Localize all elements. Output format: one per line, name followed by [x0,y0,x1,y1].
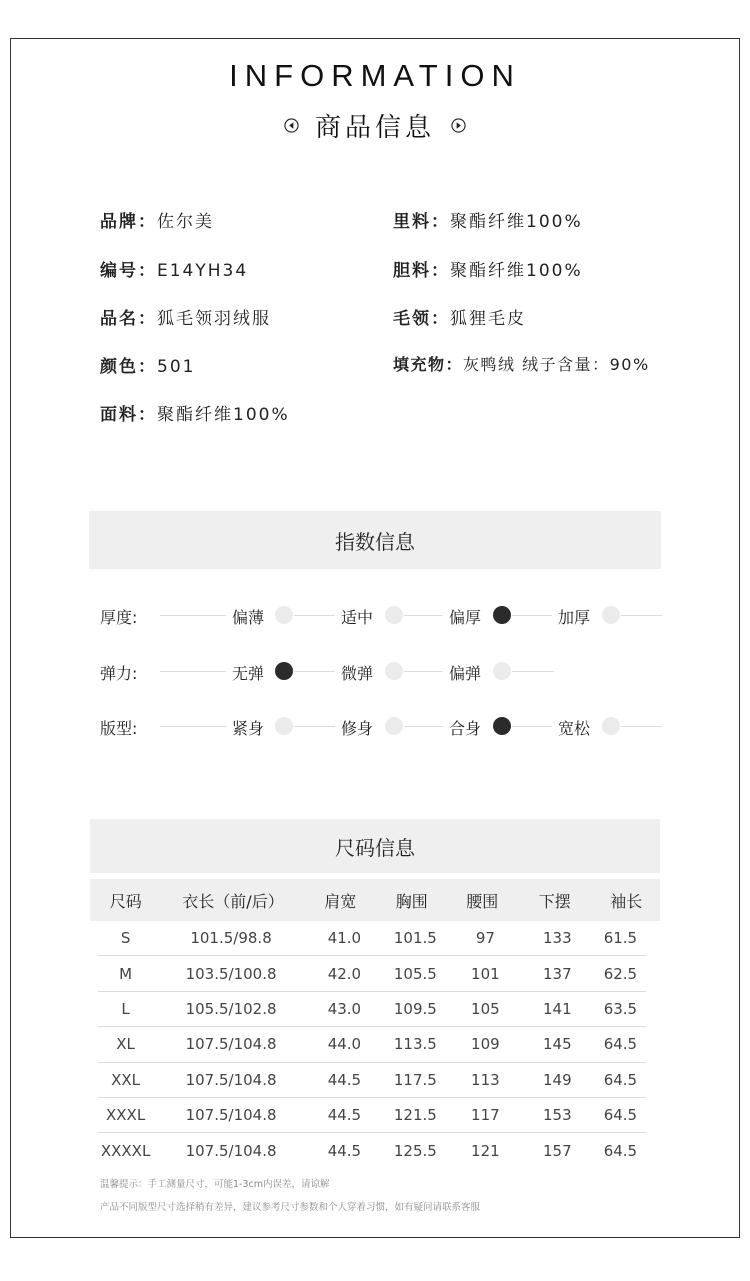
cell-sleeve: 62.5 [603,964,638,983]
spec-fabric-value: 聚酯纤维100% [157,405,290,425]
index-option-label: 加厚 [558,608,591,627]
table-row [98,992,646,1027]
index-row-label: 版型: [100,719,138,738]
index-option-label: 宽松 [558,719,591,738]
cell-length: 107.5/104.8 [185,1070,277,1089]
cell-hem: 157 [542,1142,572,1161]
cell-size: M [119,964,133,983]
spec-code [100,256,248,281]
cell-hem: 133 [542,929,572,948]
index-option-label: 偏薄 [232,608,265,627]
index-section-header [89,511,661,569]
cell-sleeve: 64.5 [603,1070,638,1089]
size-table-body [90,921,660,1169]
cell-hem: 137 [542,964,572,983]
cell-sleeve: 64.5 [603,1035,638,1054]
index-dot-selected [493,606,511,624]
index-option-label: 修身 [341,719,374,738]
index-row-label: 弹力: [100,664,138,683]
spec-collar-label: 毛领： [393,309,450,329]
spec-fabric-label: 面料： [100,405,157,425]
size-table-header [90,879,660,921]
index-row-label: 厚度: [100,608,138,627]
cell-hem: 145 [542,1035,572,1054]
spec-name-value: 狐毛领羽绒服 [157,309,271,329]
cell-shoulder: 44.0 [327,1035,362,1054]
cell-hem: 141 [542,999,572,1018]
cell-chest: 105.5 [393,964,437,983]
cell-shoulder: 41.0 [327,929,362,948]
index-dot-selected [493,717,511,735]
cell-chest: 125.5 [393,1142,437,1161]
index-option-label: 偏弹 [449,664,482,683]
header-size: 尺码 [109,891,142,911]
note-fit: 产品不同版型尺寸选择稍有差异，建议参考尺寸参数和个人穿着习惯，如有疑问请联系客服 [100,1202,481,1213]
index-dot [493,662,511,680]
index-dot [385,662,403,680]
header-hem: 下摆 [538,891,571,911]
spec-brand [100,207,214,232]
spec-collar [393,304,526,329]
cell-sleeve: 64.5 [603,1142,638,1161]
index-dot [275,606,293,624]
index-option-label: 偏厚 [449,608,482,627]
index-option-label: 微弹 [341,664,374,683]
header-waist: 腰围 [466,891,499,911]
cell-size: XXXXL [100,1142,151,1161]
title-chinese: 商品信息 [314,112,435,143]
cell-waist: 109 [471,1035,500,1054]
table-row [98,1133,646,1168]
cell-size: XXXL [106,1106,146,1125]
index-option-label: 无弹 [232,664,265,683]
index-section-title: 指数信息 [335,529,415,554]
table-row [98,956,646,991]
spec-color-label: 颜色： [100,357,157,377]
spec-inner-label: 胆料： [393,261,450,281]
cell-size: XXL [111,1070,141,1089]
cell-waist: 101 [471,964,500,983]
index-dot [602,717,620,735]
spec-code-label: 编号： [100,261,157,281]
index-dot [602,606,620,624]
cell-length: 101.5/98.8 [190,929,272,948]
header-sleeve: 袖长 [610,891,643,911]
index-dot [385,606,403,624]
spec-lining-label: 里料： [393,212,450,232]
index-option-label: 合身 [449,719,482,738]
arrow-right-icon [451,118,466,133]
cell-chest: 101.5 [393,929,437,948]
cell-chest: 121.5 [393,1106,437,1125]
cell-length: 105.5/102.8 [185,999,277,1018]
index-dot [385,717,403,735]
cell-size: XL [116,1035,135,1054]
spec-color [100,352,195,377]
title-english: INFORMATION [229,58,521,93]
note-measurement: 温馨提示：手工测量尺寸，可能1-3cm内误差，请谅解 [100,1179,330,1190]
cell-sleeve: 61.5 [603,929,638,948]
cell-length: 107.5/104.8 [185,1106,277,1125]
cell-chest: 109.5 [393,999,437,1018]
spec-inner-value: 聚酯纤维100% [450,261,583,281]
cell-shoulder: 44.5 [327,1070,362,1089]
table-row [98,1063,646,1098]
spec-code-value: E14YH34 [157,261,249,281]
size-section-header [90,819,660,873]
index-option-label: 紧身 [232,719,265,738]
spec-filling-value: 灰鸭绒 绒子含量：90% [463,355,650,374]
spec-lining-value: 聚酯纤维100% [450,212,583,232]
cell-waist: 117 [471,1106,500,1125]
cell-hem: 149 [542,1070,572,1089]
header-length: 衣长（前/后） [182,891,284,911]
spec-lining [393,207,583,232]
size-table [90,879,660,1169]
cell-length: 107.5/104.8 [185,1035,277,1054]
cell-length: 107.5/104.8 [185,1142,277,1161]
spec-filling [393,352,650,375]
cell-waist: 97 [475,929,495,948]
spec-name [100,304,271,329]
spec-name-label: 品名： [100,309,157,329]
index-dot-selected [275,662,293,680]
table-row [98,1098,646,1133]
cell-size: L [121,999,130,1018]
spec-brand-value: 佐尔美 [157,212,214,232]
cell-shoulder: 43.0 [327,999,362,1018]
header-chest: 胸围 [395,891,428,911]
cell-shoulder: 44.5 [327,1142,362,1161]
cell-chest: 117.5 [393,1070,437,1089]
cell-waist: 113 [471,1070,500,1089]
index-dot [275,717,293,735]
cell-sleeve: 63.5 [603,999,638,1018]
table-row [98,921,646,956]
cell-shoulder: 44.5 [327,1106,362,1125]
spec-fabric [100,400,290,425]
spec-inner [393,256,583,281]
cell-chest: 113.5 [393,1035,437,1054]
title-chinese-row [0,104,750,146]
spec-brand-label: 品牌： [100,212,157,232]
spec-filling-label: 填充物： [393,355,464,374]
cell-hem: 153 [542,1106,572,1125]
cell-length: 103.5/100.8 [185,964,277,983]
cell-waist: 121 [471,1142,500,1161]
index-option-label: 适中 [341,608,374,627]
cell-waist: 105 [471,999,500,1018]
cell-sleeve: 64.5 [603,1106,638,1125]
size-section-title: 尺码信息 [335,835,415,860]
table-row [98,1027,646,1062]
spec-color-value: 501 [157,357,196,377]
header-shoulder: 肩宽 [324,891,357,911]
arrow-left-icon [284,118,299,133]
spec-collar-value: 狐狸毛皮 [450,309,526,329]
cell-size: S [120,929,131,948]
cell-shoulder: 42.0 [327,964,362,983]
